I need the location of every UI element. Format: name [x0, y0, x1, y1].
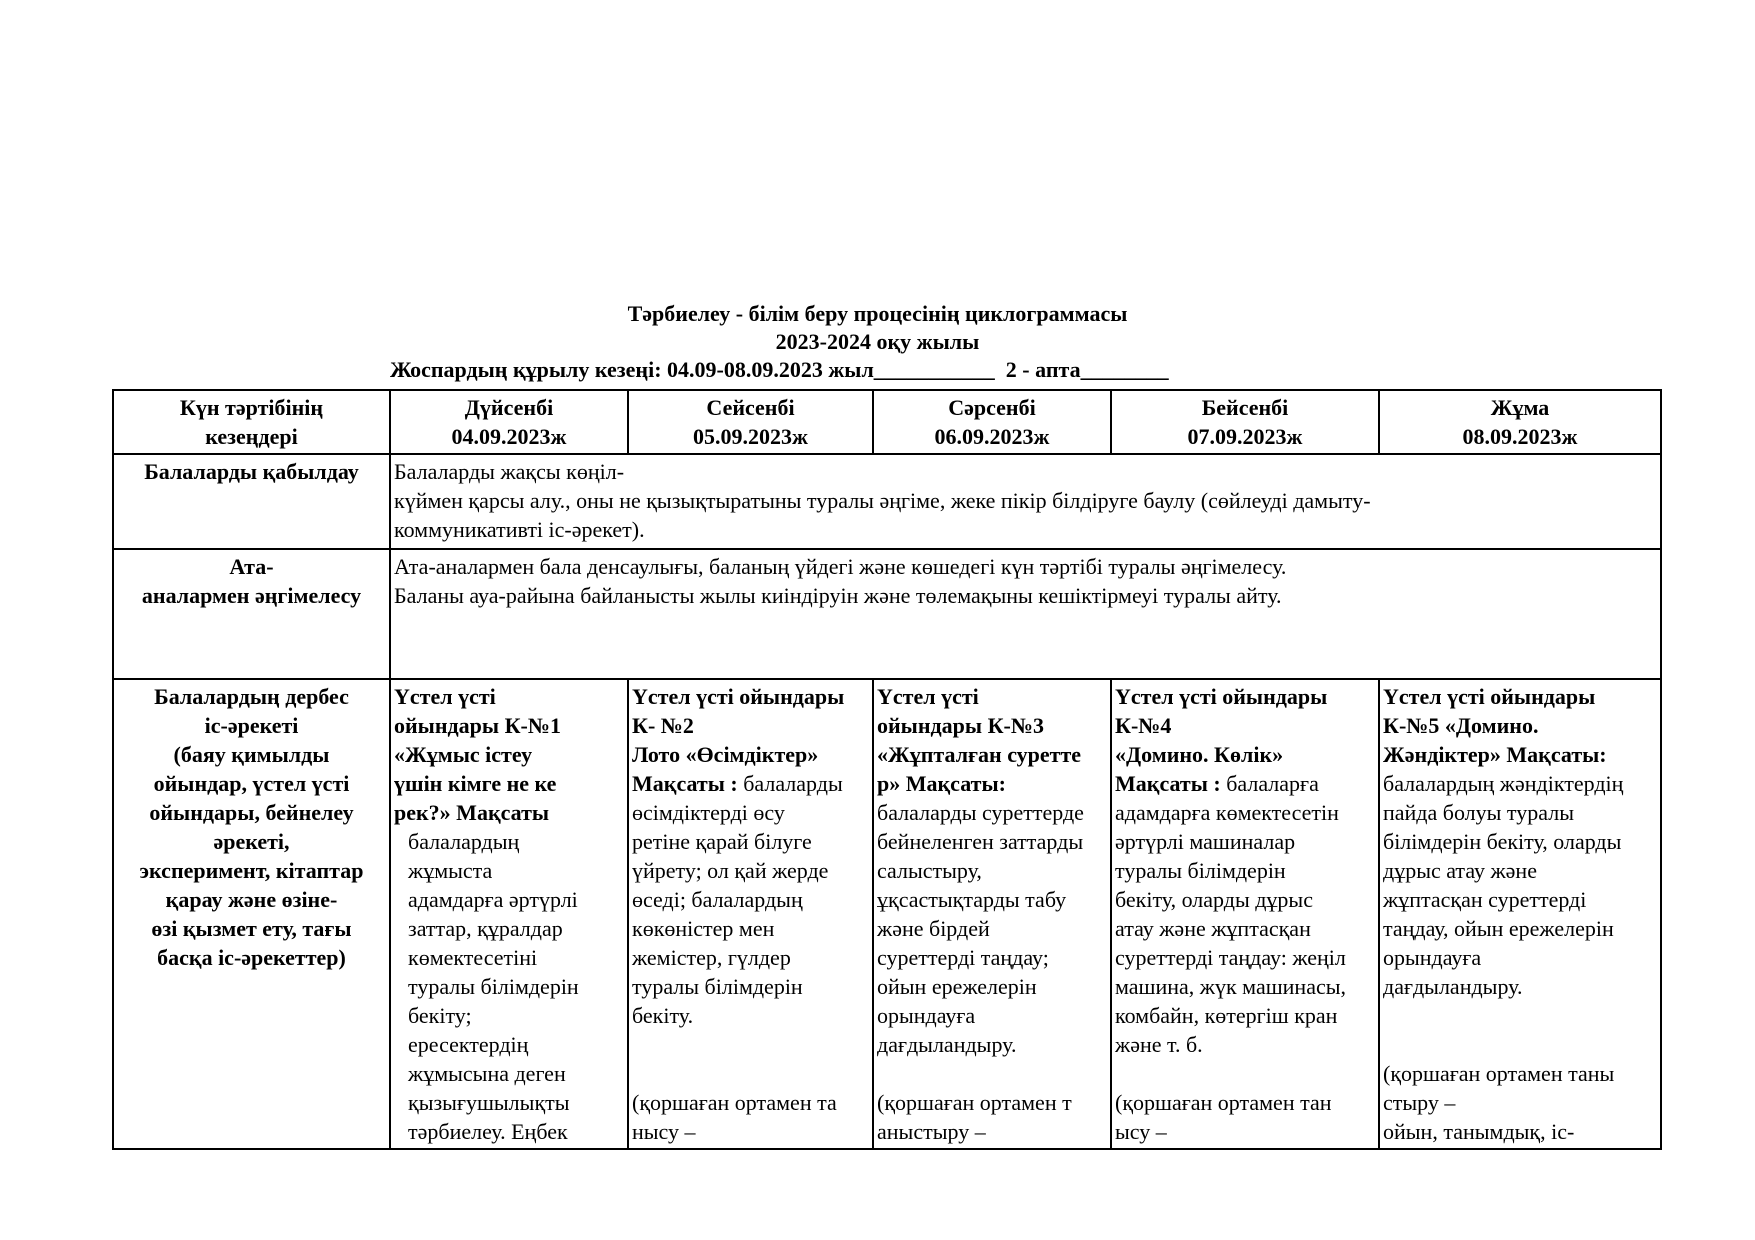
day-date: 08.09.2023ж: [1462, 424, 1578, 449]
activity-title: Үстел үсті ойындары К- №2 Лото «Өсімдіктер» Мақсаты :: [632, 684, 845, 796]
activity-monday: [390, 679, 628, 1149]
activity-text: балалардың жәндіктердің пайда болуы туралы білімдерін бекіту, оларды дұрыс атау және жұптасқан суреттерді таңдау, ойын ережелерін орындауға дағдыландыру. (қоршаған ортамен таны стыру – ойын, танымдық, іс-: [1383, 771, 1624, 1144]
day-date: 05.09.2023ж: [693, 424, 808, 449]
column-header-stages: Күн тәртібінің кезеңдері: [113, 390, 390, 454]
column-header-monday: [390, 390, 628, 454]
document-header: [0, 300, 1755, 382]
day-name: Сейсенбі: [706, 395, 795, 420]
activity-tuesday: [628, 679, 873, 1149]
activity-thursday: [1111, 679, 1379, 1149]
table-row: [113, 679, 1661, 1149]
plan-period-label: Жоспардың құрылу кезеңі: [390, 357, 655, 382]
activity-wednesday: [873, 679, 1111, 1149]
activity-friday: [1379, 679, 1661, 1149]
column-header-thursday: [1111, 390, 1379, 454]
plan-period-value: : 04.09-08.09.2023 жыл___________ 2 - апта________: [654, 357, 1169, 382]
row-label-accept: Балаларды қабылдау: [113, 454, 390, 549]
activity-title: Үстел үсті ойындары К-№5 «Домино. Жәндіктер» Мақсаты:: [1383, 684, 1607, 767]
row-label-parents: Ата- аналармен әңгімелесу: [113, 549, 390, 679]
document-title: Тәрбиелеу - білім беру процесінің циклограммасы: [627, 301, 1128, 326]
day-date: 04.09.2023ж: [451, 424, 567, 449]
day-name: Бейсенбі: [1201, 395, 1289, 420]
column-header-tuesday: [628, 390, 873, 454]
day-name: Сәрсенбі: [948, 395, 1036, 420]
activity-text: балаларды өсімдіктерді өсу ретіне қарай білуге үйрету; ол қай жерде өседі; балалардың көкөністер мен жемістер, гүлдер туралы білімдерін бекіту. (қоршаған ортамен та нысу –: [632, 771, 843, 1144]
activity-text: балаларға адамдарға көмектесетін әртүрлі машиналар туралы білімдерін бекіту, оларды дұрыс атау және жұптасқан суреттерді таңдау: жеңіл машина, жүк машинасы, комбайн, көтергіш кран және т. б. (қоршаған ортамен тан ысу –: [1115, 771, 1347, 1144]
row-text-parents: Ата-аналармен бала денсаулығы, баланың үйдегі және көшедегі күн тәртібі туралы әңгімелесу. Баланы ауа-райына байланысты жылы киіндіруін және төлемақыны кешіктірмеуі туралы айту.: [390, 549, 1661, 679]
activity-title: Үстел үсті ойындары К-№3 «Жұпталған суретте р» Мақсаты:: [877, 684, 1082, 796]
row-label-activity: Балалардың дербес іс-әрекеті (баяу қимылды ойындар, үстел үсті ойындары, бейнелеу әрекеті, эксперимент, кітаптар қарау және өзіне- өзі қызмет ету, тағы басқа іс-әрекеттер): [113, 679, 390, 1149]
activity-text: балалардың жұмыста адамдарға әртүрлі заттар, құралдар көмектесетіні туралы білімдерін бекіту; ересектердің жұмысына деген қызығушылықты тәрбиелеу. Еңбек: [408, 829, 579, 1144]
day-name: Жұма: [1490, 395, 1550, 420]
day-name: Дүйсенбі: [464, 395, 554, 420]
table-row: [113, 549, 1661, 679]
table-row: [113, 454, 1661, 549]
day-date: 06.09.2023ж: [934, 424, 1050, 449]
row-text-accept: Балаларды жақсы көңіл- күймен қарсы алу., оны не қызықтыратыны туралы әңгіме, жеке пікір білдіруге баулу (сөйлеуді дамыту- коммуникативті іс-әрекет).: [390, 454, 1661, 549]
plan-period: [390, 356, 1169, 384]
activity-title: Үстел үсті ойындары К-№1 «Жұмыс істеу үшін кімге не ке рек?» Мақсаты: [394, 684, 561, 825]
activity-text: балаларды суреттерде бейнеленген заттарды салыстыру, ұқсастықтарды табу және бірдей суреттерді таңдау; ойын ережелерін орындауға дағдыландыру. (қоршаған ортамен т аныстыру –: [877, 800, 1084, 1144]
table-header-row: [113, 390, 1661, 454]
activity-title: Үстел үсті ойындары К-№4 «Домино. Көлік» Мақсаты :: [1115, 684, 1328, 796]
day-date: 07.09.2023ж: [1187, 424, 1303, 449]
cyclogram-table: [112, 389, 1662, 1150]
column-header-friday: [1379, 390, 1661, 454]
column-header-wednesday: [873, 390, 1111, 454]
academic-year: 2023-2024 оқу жылы: [775, 329, 980, 354]
